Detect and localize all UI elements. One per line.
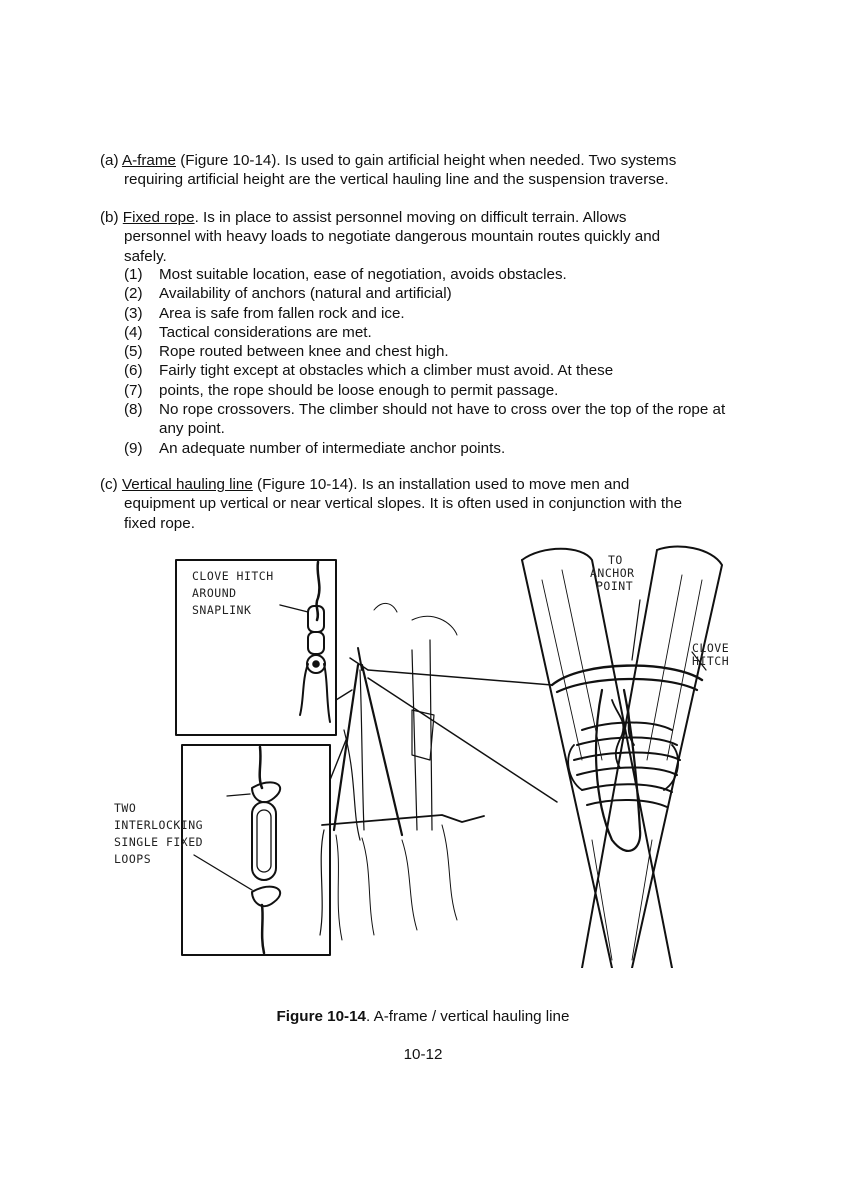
list-item	[124, 361, 749, 380]
label-anchor-line1: TO	[608, 553, 623, 567]
paragraph-b-label: (b)	[100, 209, 119, 226]
list-item	[124, 439, 749, 458]
figure-caption-number: Figure 10-14	[276, 1008, 367, 1025]
figure-caption	[0, 1008, 846, 1025]
list-item-number: (9)	[124, 439, 143, 457]
paragraph-a-line2: requiring artificial height are the vertical hauling line and the suspension traverse.	[124, 171, 669, 189]
paragraph-a-label: (a)	[100, 152, 119, 169]
list-item	[124, 323, 749, 342]
paragraph-b-line3: safely.	[124, 247, 167, 265]
list-item-number: (3)	[124, 304, 143, 322]
label-clove-hitch-line1: CLOVE HITCH	[192, 569, 274, 583]
label-loops-line4: LOOPS	[114, 852, 152, 866]
inset-loops-box	[182, 745, 330, 955]
paragraph-fixed-rope	[100, 208, 750, 266]
label-anchor-line3: POINT	[596, 579, 634, 593]
label-clove-hitch-right-line1: CLOVE	[692, 641, 730, 655]
list-item	[124, 265, 749, 284]
list-item	[124, 284, 749, 303]
list-item-text: Availability of anchors (natural and artificial)	[159, 285, 452, 303]
label-loops-line2: INTERLOCKING	[114, 818, 204, 832]
label-clove-hitch-line2: AROUND	[192, 586, 237, 600]
list-item-text: Tactical considerations are met.	[159, 323, 372, 341]
paragraph-c-label: (c)	[100, 476, 118, 493]
list-item-number: (5)	[124, 343, 143, 361]
paragraph-a-line1: (Figure 10-14). Is used to gain artificial height when needed. Two systems	[175, 152, 677, 169]
label-loops-line3: SINGLE FIXED	[114, 835, 204, 849]
a-frame-term: A-frame	[121, 152, 176, 169]
list-item-text: Most suitable location, ease of negotiation, avoids obstacles.	[159, 266, 567, 283]
list-item-text: points, the rope should be loose enough to permit passage.	[159, 381, 559, 399]
list-item	[124, 304, 749, 323]
list-item-number: (7)	[124, 381, 143, 399]
paragraph-c-line2: equipment up vertical or near vertical slopes. It is often used in conjunction with the	[124, 495, 683, 513]
paragraph-b-line1: . Is in place to assist personnel moving on difficult terrain. Allows	[194, 209, 627, 226]
list-item-number: (1)	[124, 266, 143, 283]
paragraph-vertical-hauling-line	[100, 475, 750, 533]
paragraph-a-frame	[100, 151, 750, 190]
list-item-text: Rope routed between knee and chest high.	[159, 343, 449, 361]
a-frame-illustration	[112, 540, 740, 968]
label-clove-hitch-line3: SNAPLINK	[192, 603, 252, 617]
fixed-rope-term: Fixed rope	[122, 209, 195, 226]
list-item-number: (2)	[124, 285, 143, 303]
list-item-text: An adequate number of intermediate anchor points.	[159, 439, 506, 457]
paragraph-c-line1: (Figure 10-14). Is an installation used to move men and	[252, 476, 630, 493]
fixed-rope-list	[124, 265, 749, 458]
paragraph-b-line2: personnel with heavy loads to negotiate dangerous mountain routes quickly and	[124, 228, 661, 246]
vertical-hauling-line-term: Vertical hauling line	[121, 476, 253, 493]
list-item-number: (4)	[124, 323, 143, 341]
label-loops-line1: TWO	[114, 801, 137, 815]
list-item-number: (6)	[124, 362, 143, 380]
list-item-text: Fairly tight except at obstacles which a climber must avoid. At these	[159, 362, 614, 380]
paragraph-c-line3: fixed rope.	[124, 514, 195, 532]
list-item-text: No rope crossovers. The climber should not have to cross over the top of the rope at any point.	[159, 401, 726, 438]
list-item	[124, 342, 749, 361]
list-item-text: Area is safe from fallen rock and ice.	[159, 304, 405, 322]
list-item	[124, 400, 749, 439]
figure-caption-text: . A-frame / vertical hauling line	[366, 1008, 570, 1025]
list-item-number: (8)	[124, 401, 143, 419]
label-clove-hitch-right-line2: HITCH	[692, 654, 730, 668]
list-item	[124, 381, 749, 400]
label-anchor-line2: ANCHOR	[590, 566, 635, 580]
page-number: 10-12	[403, 1046, 443, 1063]
